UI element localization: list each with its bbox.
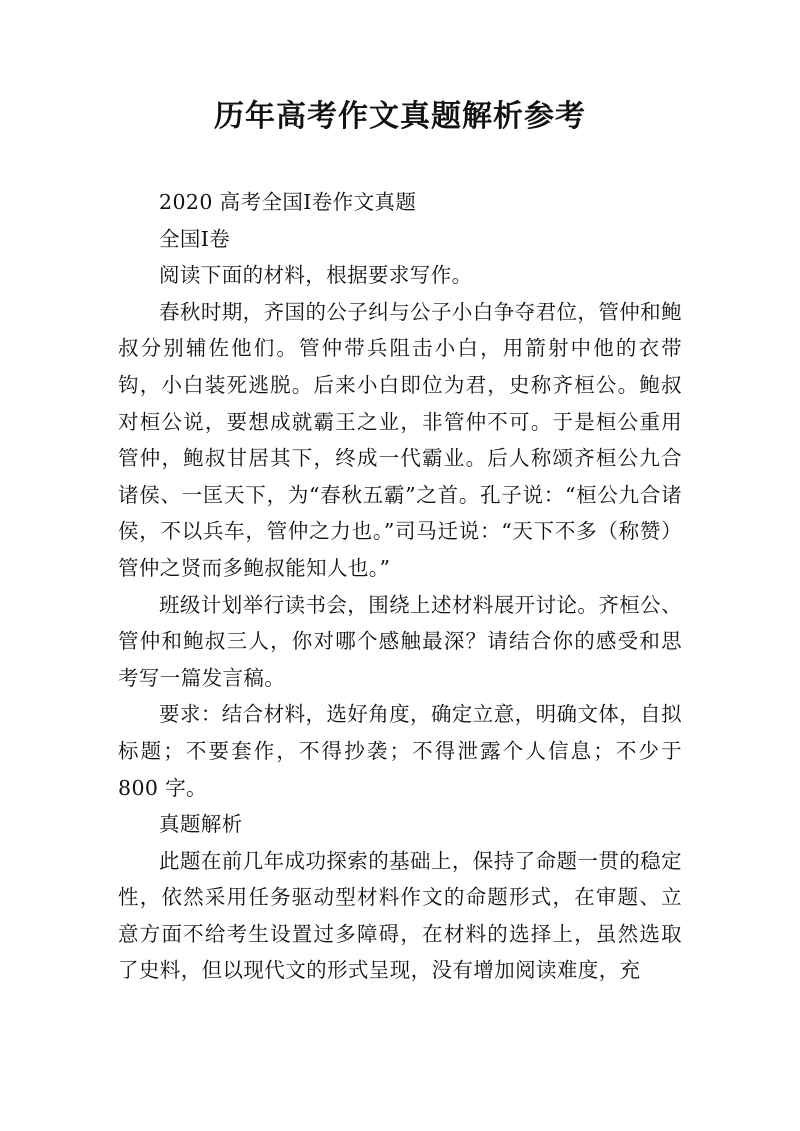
paragraph-analysis: 此题在前几年成功探索的基础上，保持了命题一贯的稳定性，依然采用任务驱动型材料作文的命题形式，在审题、立意方面不给考生设置过多障碍，在材料的选择上，虽然选取了史料，但以现代文的形式呈现，没有增加阅读难度，充 [118,848,682,983]
document-title: 历年高考作文真题解析参考 [214,99,586,134]
paragraph-material: 春秋时期，齐国的公子纠与公子小白争夺君位，管仲和鲍叔分别辅佐他们。管仲带兵阻击小白，用箭射中他的衣带钩，小白装死逃脱。后来小白即位为君，史称齐桓公。鲍叔对桓公说，要想成就霸王之业，非管仲不可。于是桓公重用管仲，鲍叔甘居其下，终成一代霸业。后人称颂齐桓公九合诸侯、一匡天下，为“春秋五霸”之首。孔子说：“桓公九合诸侯，不以兵车，管仲之力也。”司马迁说：“天下不多（称赞）管仲之贤而多鲍叔能知人也。” [118,299,682,580]
paragraph-requirements: 要求：结合材料，选好角度，确定立意，明确文体，自拟标题；不要套作，不得抄袭；不得泄露个人信息；不少于 800 字。 [118,702,682,800]
paragraph-analysis-heading: 真题解析 [159,812,243,837]
paragraph-task: 班级计划举行读书会，围绕上述材料展开讨论。齐桓公、管仲和鲍叔三人，你对哪个感触最深？请结合你的感受和思考写一篇发言稿。 [118,592,682,690]
paragraph-exam-paper: 全国Ⅰ卷 [159,226,231,251]
paragraph-instruction: 阅读下面的材料，根据要求写作。 [159,263,473,288]
paragraph-exam-heading: 2020 高考全国Ⅰ卷作文真题 [159,190,417,214]
document-body [118,184,682,989]
